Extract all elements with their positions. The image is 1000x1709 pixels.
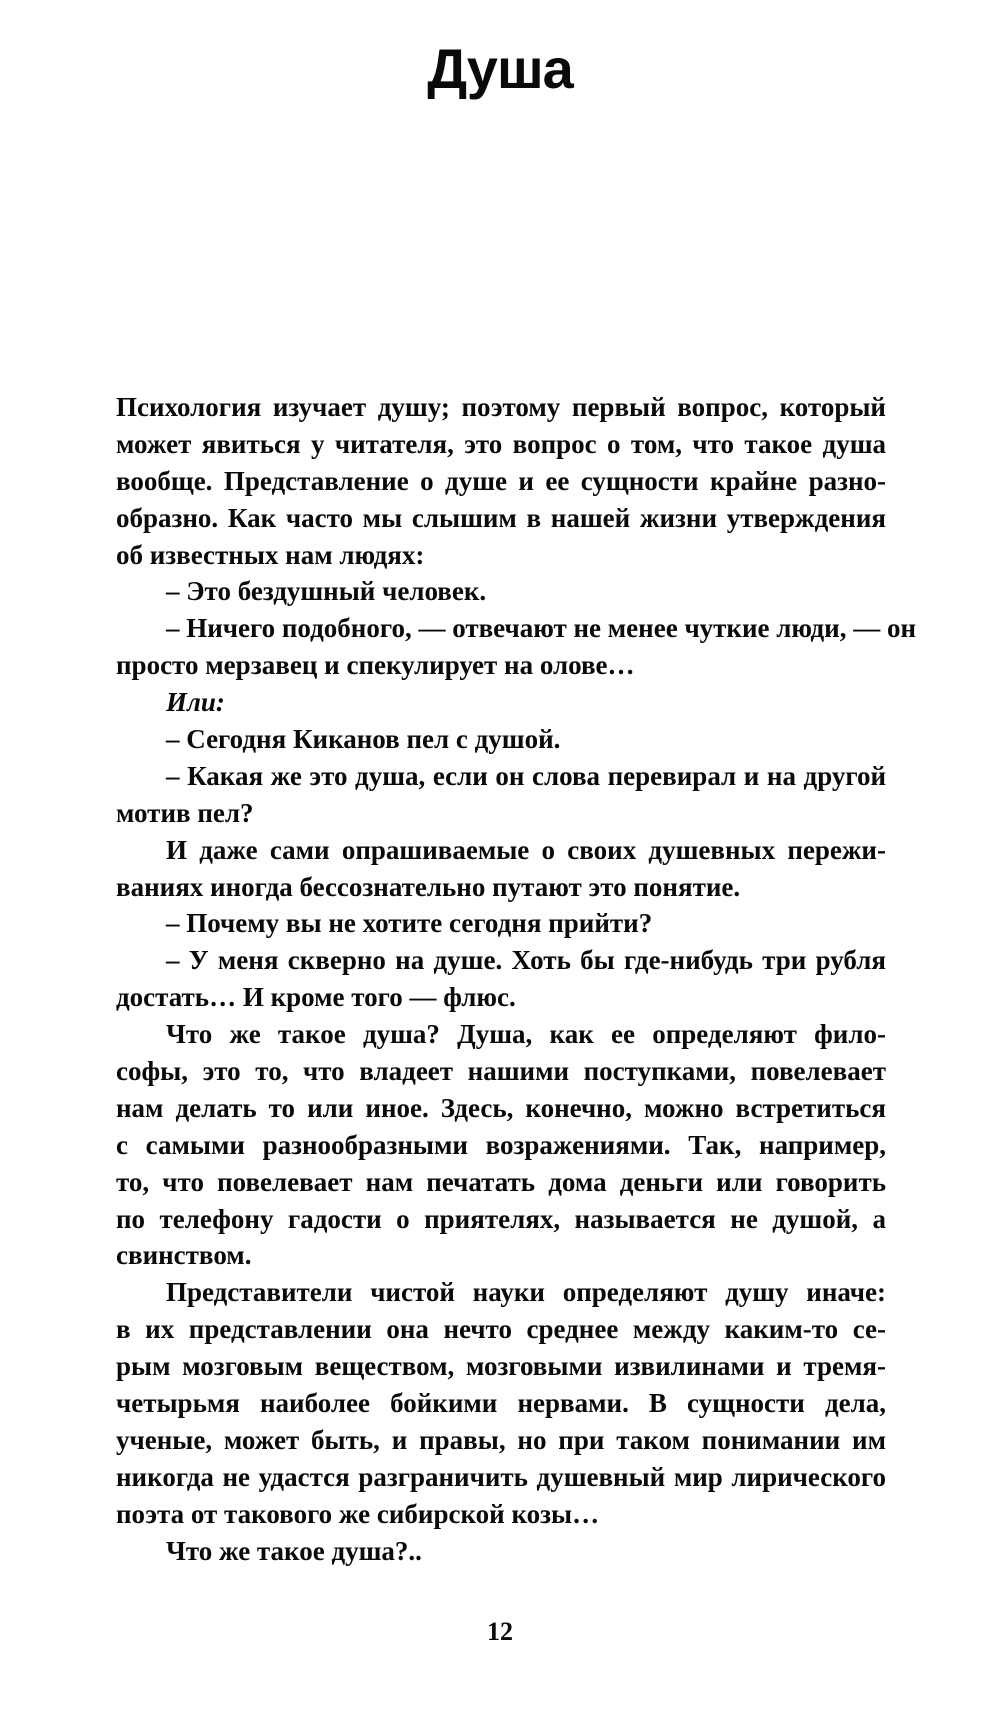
text-line-30: никогда не удастся разграничить душевный мир лирического: [116, 1461, 886, 1492]
text-line-1: Психология изучает душу; поэтому первый вопрос, который: [116, 392, 886, 422]
text-line-4: образно. Как часто мы слышим в нашей жизни утверждения: [116, 502, 886, 533]
dialogue-line-6: – Это бездушный человек.: [166, 576, 487, 607]
dialogue-line-11: – Какая же это душа, если он слова перевирал и на другой: [166, 760, 886, 791]
text-line-28: четырьмя наиболее бойкими нервами. В сущности дела,: [116, 1388, 886, 1419]
text-line-25: Представители чистой науки определяют душу иначе:: [166, 1277, 886, 1308]
text-line-21: с самыми разнообразными возражениями. Так, например,: [116, 1129, 886, 1160]
text-line-19: софы, это то, что владеет нашими поступками, повелевает: [116, 1056, 886, 1087]
text-line-22: то, что повелевает нам печатать дома деньги или говорить: [116, 1166, 886, 1197]
page-title: Душа: [427, 37, 573, 100]
text-line-23: по телефону гадости о приятелях, называется не душой, а: [116, 1203, 886, 1234]
text-line-18: Что же такое душа? Душа, как ее определяют фило-: [166, 1019, 886, 1050]
body-text: [116, 389, 917, 1570]
text-line-24: свинством.: [116, 1240, 252, 1271]
text-line-3: вообще. Представление о душе и ее сущности крайне разно-: [116, 465, 886, 496]
text-line-32: Что же такое душа?..: [166, 1535, 422, 1566]
text-line-2: может явиться у читателя, это вопрос о том, что такое душа: [116, 428, 886, 459]
dialogue-line-16: – У меня скверно на душе. Хоть бы где-нибудь три рубля: [166, 945, 886, 976]
page-number: 12: [487, 1617, 513, 1646]
text-line-26: в их представлении она нечто среднее между каким-то се-: [116, 1314, 886, 1345]
text-line-5: об известных нам людях:: [116, 539, 425, 570]
dialogue-line-15: – Почему вы не хотите сегодня прийти?: [166, 908, 653, 939]
text-line-29: ученые, может быть, и правы, но при таком понимании им: [116, 1424, 886, 1455]
text-line-31: поэта от такового же сибирской козы…: [116, 1498, 600, 1529]
text-line-27: рым мозговым веществом, мозговыми извилинами и тремя-: [116, 1351, 886, 1382]
text-line-8: просто мерзавец и спекулирует на олове…: [116, 650, 635, 681]
dialogue-line-7: – Ничего подобного, — отвечают не менее чуткие люди, — он: [166, 613, 917, 644]
text-line-13: И даже сами опрашиваемые о своих душевных пережи-: [166, 834, 886, 865]
dialogue-line-10: – Сегодня Киканов пел с душой.: [166, 724, 561, 755]
text-line-20: нам делать то или иное. Здесь, конечно, можно встретиться: [116, 1092, 886, 1123]
text-line-9: Или:: [166, 687, 225, 718]
text-line-14: ваниях иногда бессознательно путают это понятие.: [116, 871, 741, 902]
text-line-12: мотив пел?: [116, 797, 254, 828]
text-line-17: достать… И кроме того — флюс.: [116, 982, 516, 1013]
